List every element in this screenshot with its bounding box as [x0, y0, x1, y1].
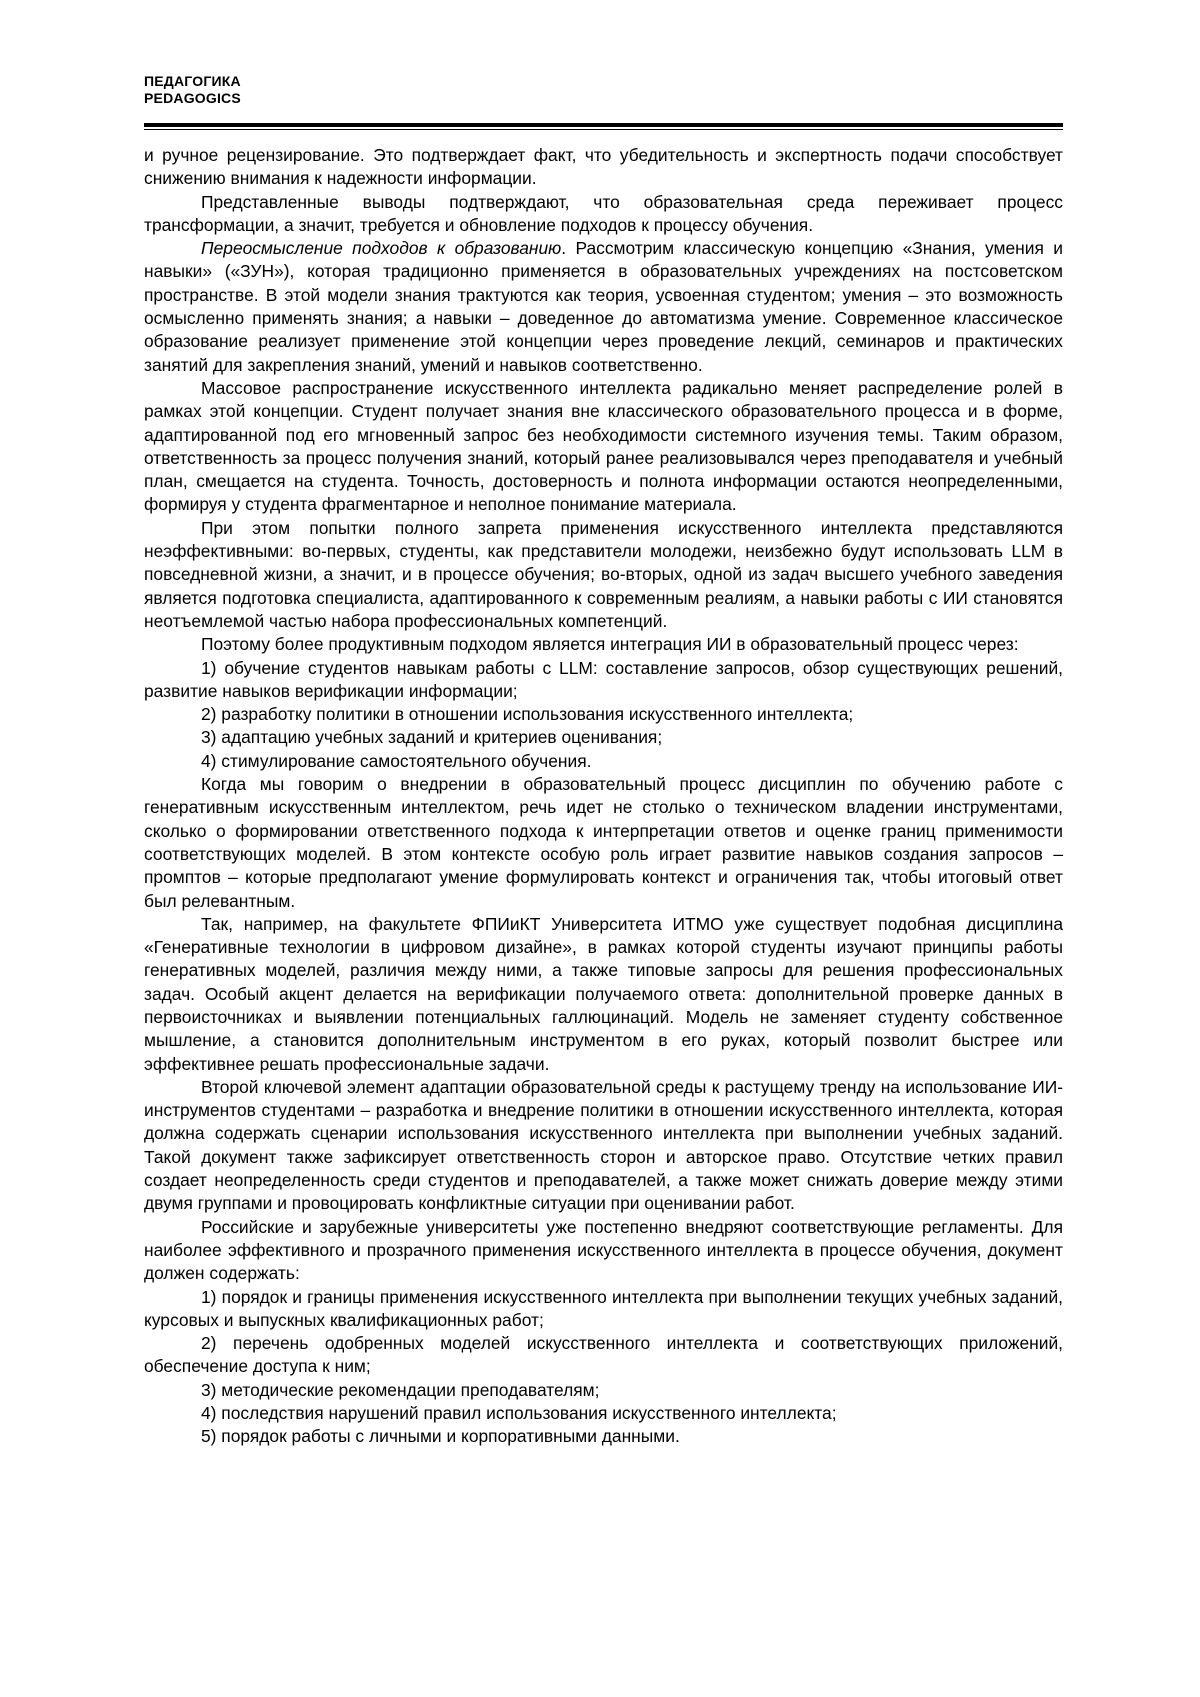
list-item: 4) стимулирование самостоятельного обучения.	[201, 750, 592, 771]
list-item: 2) разработку политики в отношении использования искусственного интеллекта;	[201, 704, 854, 725]
paragraph: Массовое распространение искусственного интеллекта радикально меняет распределение ролей в рамках этой концепции. Студент получает знания вне классического образовательного процесса и в форме, адаптированной под его мгновенный запрос без необходимости системного изучения темы. Таким образом, ответственность за процесс получения знаний, который ранее реализовывался через преподавателя и учебный план, смещается на студента. Точность, достоверность и полнота информации остаются неопределенными, формируя у студента фрагментарное и неполное понимание материала.	[144, 377, 1063, 515]
list-item: 4) последствия нарушений правил использования искусственного интеллекта;	[201, 1403, 837, 1424]
paragraph-text: . Рассмотрим классическую концепцию «Знания, умения и навыки» («ЗУН»), которая традиционно применяется в образовательных учреждениях на постсоветском пространстве. В этой модели знания трактуются как теория, усвоенная студентом; умения – это возможность осмысленно применять знания; а навыки – доведенное до автоматизма умение. Современное классическое образование реализует применение этой концепции через проведение лекций, семинаров и практических занятий для закрепления знаний, умений и навыков соответственно.	[144, 238, 1064, 375]
list-item: 3) адаптацию учебных заданий и критериев оценивания;	[201, 727, 663, 748]
paragraph: При этом попытки полного запрета применения искусственного интеллекта представляются неэффективными: во-первых, студенты, как представители молодежи, неизбежно будут использовать LLM в повседневной жизни, а значит, и в процессе обучения; во-вторых, одной из задач высшего учебного заведения является подготовка специалиста, адаптированного к современным реалиям, а навыки работы с ИИ становятся неотъемлемой частью набора профессиональных компетенций.	[144, 517, 1063, 631]
paragraph-with-lead	[144, 237, 1063, 377]
list-item: 2) перечень одобренных моделей искусственного интеллекта и соответствующих приложений, обеспечение доступа к ним;	[144, 1333, 1063, 1377]
paragraph: Представленные выводы подтверждают, что образовательная среда переживает процесс трансформации, а значит, требуется и обновление подходов к процессу обучения.	[144, 191, 1063, 235]
paragraph: Когда мы говорим о внедрении в образовательный процесс дисциплин по обучению работе с генеративным искусственным интеллектом, речь идет не столько о техническом владении инструментами, сколько о формировании ответственного подхода к интерпретации ответов и оценке границ применимости соответствующих моделей. В этом контексте особую роль играет развитие навыков создания запросов – промптов – которые предполагают умение формулировать контекст и ограничения так, чтобы итоговый ответ был релевантным.	[144, 774, 1063, 911]
paragraph: Второй ключевой элемент адаптации образовательной среды к растущему тренду на использование ИИ-инструментов студентами – разработка и внедрение политики в отношении искусственного интеллекта, которая должна содержать сценарии использования искусственного интеллекта при выполнении учебных заданий. Такой документ также зафиксирует ответственность сторон и авторское право. Отсутствие четких правил создает неопределенность среди студентов и преподавателей, а также может снижать доверие между этими двумя группами и провоцировать конфликтные ситуации при оценивании работ.	[144, 1076, 1063, 1214]
list-item: 1) порядок и границы применения искусственного интеллекта при выполнении текущих учебных заданий, курсовых и выпускных квалификационных работ;	[144, 1286, 1063, 1330]
paragraph-continuation: и ручное рецензирование. Это подтверждает факт, что убедительность и экспертность подачи способствует снижению внимания к надежности информации.	[144, 145, 1063, 189]
list-item: 5) порядок работы с личными и корпоративными данными.	[201, 1426, 680, 1447]
running-header	[144, 73, 241, 107]
header-rule-thick	[144, 123, 1063, 127]
section-title-en: PEDAGOGICS	[144, 90, 241, 106]
list-item: 3) методические рекомендации преподавателям;	[201, 1379, 600, 1400]
article-body	[144, 144, 1063, 1449]
section-title-ru: ПЕДАГОГИКА	[144, 73, 241, 89]
paragraph: Так, например, на факультете ФПИиКТ Университета ИТМО уже существует подобная дисциплина «Генеративные технологии в цифровом дизайне», в рамках которой студенты изучают принципы работы генеративных моделей, различия между ними, а также типовые запросы для решения профессиональных задач. Особый акцент делается на верификации получаемого ответа: дополнительной проверке данных в первоисточниках и выявлении потенциальных галлюцинаций. Модель не заменяет студенту собственное мышление, а становится дополнительным инструментом в его руках, который позволит быстрее или эффективнее решать профессиональные задачи.	[144, 913, 1063, 1074]
paragraph: Российские и зарубежные университеты уже постепенно внедряют соответствующие регламенты. Для наиболее эффективного и прозрачного применения искусственного интеллекта в процессе обучения, документ должен содержать:	[144, 1216, 1063, 1284]
paragraph-lead-italic: Переосмысление подходов к образованию	[201, 238, 562, 259]
list-item: 1) обучение студентов навыкам работы с LLM: составление запросов, обзор существующих решений, развитие навыков верификации информации;	[144, 657, 1063, 701]
header-rule-thin	[144, 129, 1063, 130]
paragraph: Поэтому более продуктивным подходом является интеграция ИИ в образовательный процесс через:	[201, 634, 1019, 655]
